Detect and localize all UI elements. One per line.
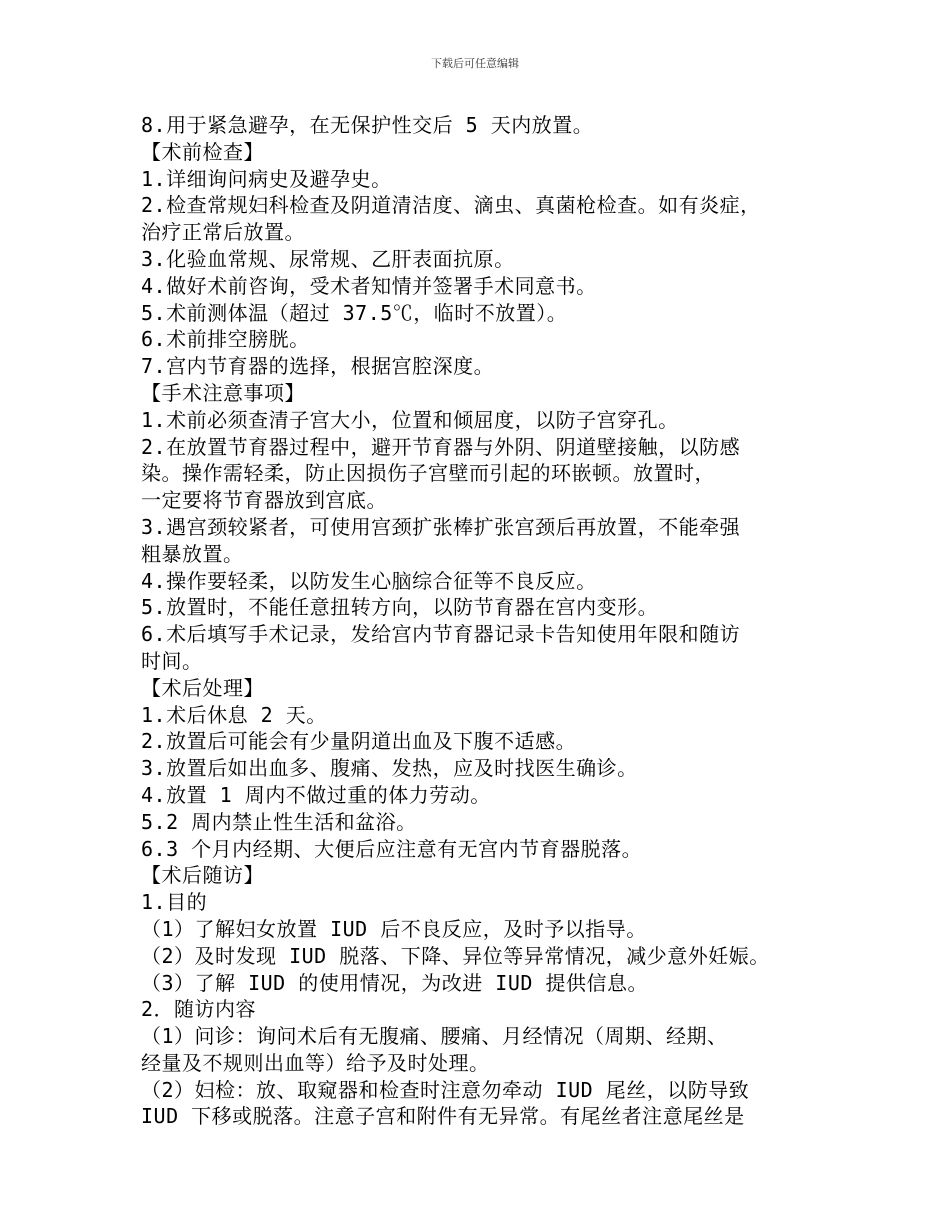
document-body [141,112,831,1130]
text-line: 5.放置时，不能任意扭转方向，以防节育器在宫内变形。 [141,595,659,620]
text-line: 时间。 [141,648,203,673]
text-line: （2）妇检：放、取窥器和检查时注意勿牵动 IUD 尾丝，以防导致 [141,1077,750,1102]
text-line: （1）问诊：询问术后有无腹痛、腰痛、月经情况（周期、经期、 [141,1024,728,1049]
text-line: 3.遇宫颈较紧者，可使用宫颈扩张棒扩张宫颈后再放置，不能牵强 [141,514,741,539]
text-line: 6.术前排空膀胱。 [141,327,310,352]
page-header: 下载后可任意编辑 [431,57,519,70]
text-line: （1）了解妇女放置 IUD 后不良反应，及时予以指导。 [141,916,647,941]
text-line: 4.放置 1 周内不做过重的体力劳动。 [141,782,491,807]
section-heading: 【术后处理】 [141,675,264,700]
text-line: 1.目的 [141,890,208,915]
text-line: 8.用于紧急避孕，在无保护性交后 5 天内放置。 [141,113,594,137]
text-line: 粗暴放置。 [141,541,244,566]
text-line: 2．随访内容 [141,997,257,1022]
text-line: 2.检查常规妇科检查及阴道清洁度、滴虫、真菌枪检查。如有炎症， [141,193,761,218]
text-line: （3）了解 IUD 的使用情况，为改进 IUD 提供信息。 [141,970,648,995]
text-line: 经量及不规则出血等）给予及时处理。 [141,1050,490,1075]
text-line: 1.术前必须查清子宫大小，位置和倾屈度，以防子宫穿孔。 [141,407,679,432]
text-line: 3.化验血常规、尿常规、乙肝表面抗原。 [141,246,515,271]
text-line: 2.在放置节育器过程中，避开节育器与外阴、阴道壁接触，以防感 [141,434,741,459]
text-line: 染。操作需轻柔，防止因损伤子宫壁而引起的环嵌顿。放置时， [141,461,715,486]
text-line: 4.操作要轻柔，以防发生心脑综合征等不良反应。 [141,568,597,593]
section-heading: 【手术注意事项】 [141,380,305,405]
text-line: 2.放置后可能会有少量阴道出血及下腹不适感。 [141,729,577,754]
text-line: 3.放置后如出血多、腹痛、发热，应及时找医生确诊。 [141,756,638,781]
text-line: IUD 下移或脱落。注意子宫和附件有无异常。有尾丝者注意尾丝是 [141,1104,745,1129]
text-line: 治疗正常后放置。 [141,220,305,245]
text-line: 6.术后填写手术记录，发给宫内节育器记录卡告知使用年限和随访 [141,622,741,647]
text-line: 6.3 个月内经期、大便后应注意有无宫内节育器脱落。 [141,836,643,861]
text-line: 1.详细询问病史及避孕史。 [141,166,392,191]
text-line: 7.宫内节育器的选择，根据宫腔深度。 [141,354,495,379]
text-line: 1.术后休息 2 天。 [141,702,327,727]
text-line: 5.术前测体温（超过 37.5℃，临时不放置）。 [141,300,568,325]
section-heading: 【术后随访】 [141,863,264,888]
text-line: 4.做好术前咨询，受术者知情并签署手术同意书。 [141,273,597,298]
text-line: （2）及时发现 IUD 脱落、下降、异位等异常情况，减少意外妊娠。 [141,943,770,968]
section-heading: 【术前检查】 [141,139,264,164]
text-line: 一定要将节育器放到宫底。 [141,488,387,513]
text-line: 5.2 周内禁止性生活和盆浴。 [141,809,417,834]
